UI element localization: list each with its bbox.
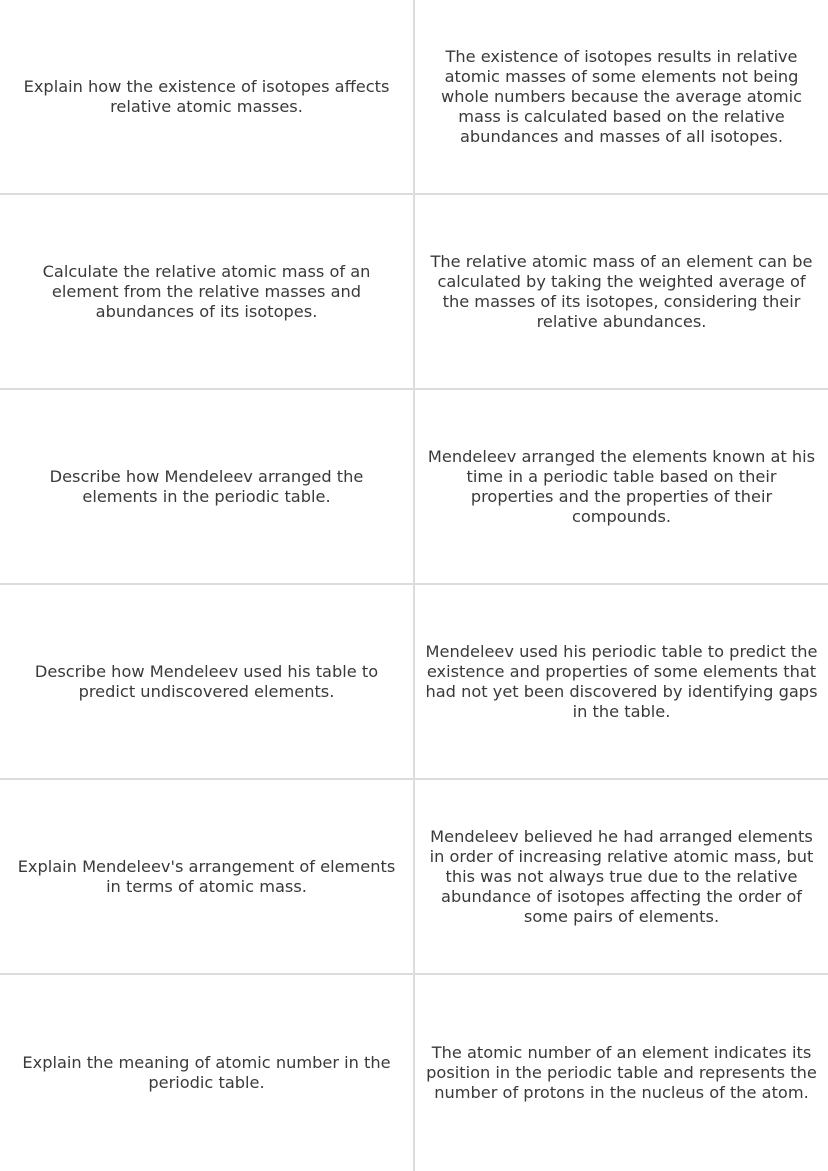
term-cell xyxy=(0,0,415,193)
term-text: Explain Mendeleev's arrangement of elements in terms of atomic mass. xyxy=(17,856,396,896)
term-text: Describe how Mendeleev arranged the elements in the periodic table. xyxy=(49,466,364,506)
flashcard-row xyxy=(0,585,828,780)
term-text: Describe how Mendeleev used his table to predict undiscovered elements. xyxy=(34,661,379,701)
definition-cell xyxy=(415,585,828,778)
flashcard-row xyxy=(0,780,828,975)
definition-text: The existence of isotopes results in relative atomic masses of some elements not being whole numbers because the average atomic mass is calculated based on the relative abundances and masses of all isotopes. xyxy=(440,46,803,146)
definition-cell xyxy=(415,975,828,1171)
definition-text: The relative atomic mass of an element can be calculated by taking the weighted average of the masses of its isotopes, considering their relative abundances. xyxy=(430,251,813,331)
term-cell xyxy=(0,780,415,973)
term-text: Calculate the relative atomic mass of an element from the relative masses and abundances of its isotopes. xyxy=(42,261,371,321)
definition-text: The atomic number of an element indicates its position in the periodic table and represents the number of protons in the nucleus of the atom. xyxy=(426,1043,817,1102)
flashcard-row xyxy=(0,975,828,1171)
flashcard-row xyxy=(0,0,828,195)
definition-text: Mendeleev believed he had arranged elements in order of increasing relative atomic mass, but this was not always true due to the relative abundance of isotopes affecting the order of some pairs of elements. xyxy=(429,826,814,926)
definition-cell xyxy=(415,0,828,193)
definition-cell xyxy=(415,780,828,973)
definition-cell xyxy=(415,390,828,583)
flashcard-row xyxy=(0,390,828,585)
term-cell xyxy=(0,195,415,388)
term-text: Explain the meaning of atomic number in the periodic table. xyxy=(22,1053,391,1092)
term-cell xyxy=(0,975,415,1171)
definition-text: Mendeleev used his periodic table to predict the existence and properties of some elements that had not yet been discovered by identifying gaps in the table. xyxy=(425,641,818,721)
term-text: Explain how the existence of isotopes affects relative atomic masses. xyxy=(23,76,390,116)
term-cell xyxy=(0,390,415,583)
definition-cell xyxy=(415,195,828,388)
definition-text: Mendeleev arranged the elements known at his time in a periodic table based on their properties and the properties of their compounds. xyxy=(427,446,816,526)
term-cell xyxy=(0,585,415,778)
flashcard-row xyxy=(0,195,828,390)
